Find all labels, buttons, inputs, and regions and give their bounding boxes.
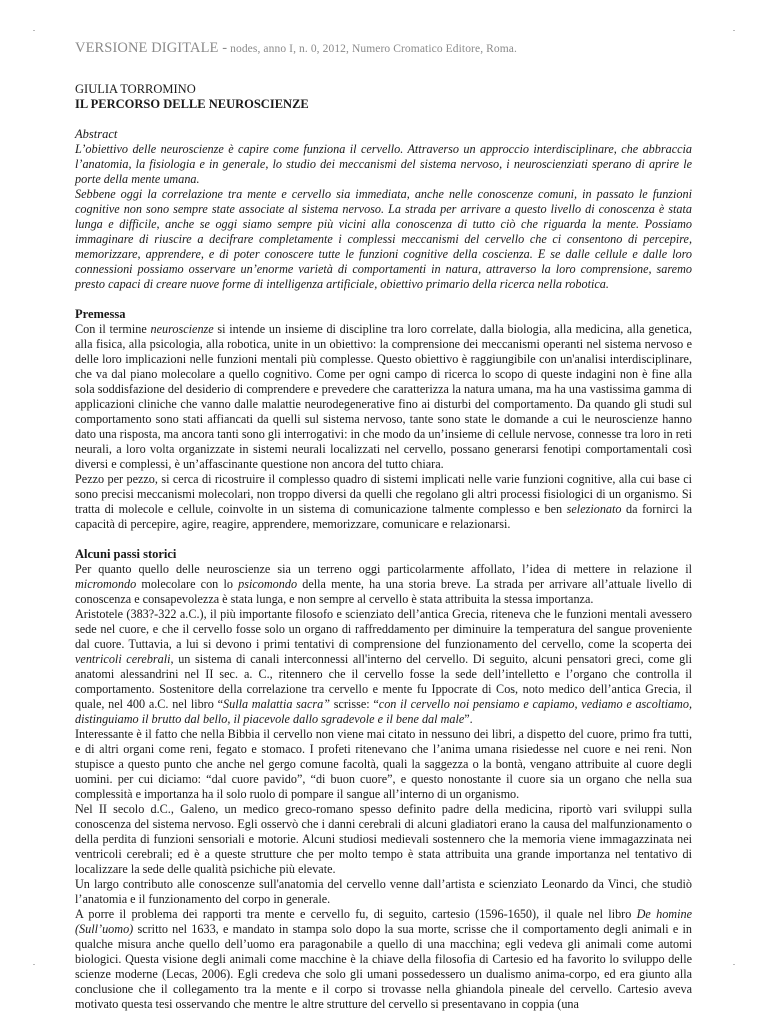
text-emphasis: con il cervello noi pensiamo e capiamo, vediamo e ascoltiamo, distinguiamo il brutto dal bello, il piacevole dallo sgradevole e il bene dal male bbox=[75, 697, 692, 726]
text-run: molecolare con lo bbox=[136, 577, 239, 591]
page-corner-mark bbox=[33, 964, 35, 965]
text-run: A porre il problema dei rapporti tra mente e cervello fu, di seguito, cartesio (1596-1650), il quale nel libro bbox=[75, 907, 637, 921]
premessa-paragraph bbox=[75, 472, 692, 532]
text-run: scrisse: “ bbox=[330, 697, 379, 711]
storici-paragraph: Interessante è il fatto che nella Bibbia il cervello non viene mai citato in nessuno dei libri, a dispetto del cuore, primo fra tutti, e di altri organi come reni, fegato e stomaco. I profeti ritenevano che l’anima umana risiedesse nel cuore e nei reni. Non stupisce a questo punto che anche nel gergo comune facoltà, quali la saggezza o la bontà, vengano attribuite al cuore degli uomini. per cui diciamo: “dal cuore pavido”, “di buon cuore”, e questo nonostante il cuore sia un organo che nella sua complessità e importanza ha il solo ruolo di pompare il sangue all’interno di un organismo. bbox=[75, 727, 692, 801]
header-small: nodes, anno I, n. 0, 2012, Numero Cromatico Editore, Roma. bbox=[227, 43, 517, 55]
text-run: ”. bbox=[464, 712, 473, 726]
storici-paragraph: Nel II secolo d.C., Galeno, un medico greco-romano spesso definito padre della medicina, riportò vari sviluppi sulla conoscenza del sistema nervoso. Egli osservò che i danni cerebrali di alcuni gladiatori erano la causa del malfunzionamento o della perdita di funzioni sensoriali e motorie. Alcuni studiosi medievali sostennero che la memoria viene immagazzinata nei ventricoli cerebrali; ed è a queste strutture che per molto tempo è stata attribuita una grande importanza nel tentativo di localizzare la sede delle qualità psichiche più elevate. bbox=[75, 802, 692, 876]
text-emphasis: selezionato bbox=[566, 502, 622, 516]
page-corner-mark bbox=[33, 30, 35, 31]
text-run: da fornirci la capacità di percepire, agire, reagire, apprendere, memorizzare, comunicare e relazionarsi. bbox=[75, 502, 692, 531]
abstract-paragraph: L’obiettivo delle neuroscienze è capire come funziona il cervello. Attraverso un approccio interdisciplinare, che abbraccia l’anatomia, la fisiologia e in generale, lo studio dei meccanismi del sistema nervoso, i neuroscienziati sperano di aprire le porte della mente umana. bbox=[75, 142, 692, 186]
header-large: VERSIONE DIGITALE - bbox=[75, 40, 228, 56]
storici-paragraph bbox=[75, 562, 692, 607]
text-run: Per quanto quello delle neuroscienze sia un terreno oggi particolarmente affollato, l’idea di mettere in relazione il bbox=[75, 562, 692, 576]
text-run: della mente, ha una storia breve. La strada per arrivare all’attuale livello di conoscenza e consapevolezza è stata lunga, e non sempre al cervello è stata attribuita la stessa importanza. bbox=[75, 577, 692, 606]
text-run: scritto nel 1633, e mandato in stampa solo dopo la sua morte, scrisse che il comportamento degli animali e in qualche misura anche quello dell’uomo era paragonabile a quello di una macchina; egli vedeva gli animali come automi biologici. Questa visione degli animali come macchine è la chiave della filosofia di Cartesio ed ha favorito lo sviluppo delle scienze moderne (Lecas, 2006). Egli credeva che solo gli umani possedessero un dualismo anima-corpo, ed era giunto alla conclusione che il collegamento tra la mente e il corpo si trovasse nella ghiandola pineale del cervello. Cartesio aveva motivato questa tesi osservando che mentre le altre strutture del cervello si presentavano in coppia (una bbox=[75, 922, 692, 1011]
page-corner-mark bbox=[733, 30, 735, 31]
premessa-section bbox=[75, 307, 692, 532]
text-emphasis: micromondo bbox=[75, 577, 137, 591]
text-run: , un sistema di canali interconnessi all'interno del cervello. Di seguito, alcuni pensatori greci, come gli anatomi alessandrini nel II sec. a. C., ritennero che il cervello fosse la sede dell’intelletto e l’organo che controlla il comportamento. Sostenitore della correlazione tra cervello e mente fu Ippocrate di Cos, noto medico dell’antica Grecia, il quale, nel 400 a.C. nel libro “ bbox=[75, 652, 692, 711]
text-run: Aristotele (383?-322 a.C.), il più importante filosofo e scienziato dell’antica Grecia, riteneva che le funzioni mentali avessero sede nel cuore, e che il cervello fosse solo un organo di raffreddamento per diminuire la temperatura del sangue proveniente dal cuore. Tuttavia, a lui si devono i primi tentativi di comprensione del funzionamento del cervello, come la scoperta dei bbox=[75, 607, 692, 651]
text-emphasis: ventricoli cerebrali bbox=[75, 652, 171, 666]
abstract-heading: Abstract bbox=[75, 127, 118, 141]
storici-heading: Alcuni passi storici bbox=[75, 547, 177, 561]
storici-paragraph bbox=[75, 907, 692, 1012]
article-title: IL PERCORSO DELLE NEUROSCIENZE bbox=[75, 97, 309, 111]
storici-paragraph bbox=[75, 607, 692, 727]
premessa-paragraph bbox=[75, 322, 692, 472]
author-name: GIULIA TORROMINO bbox=[75, 82, 196, 96]
text-emphasis: psicomondo bbox=[238, 577, 298, 591]
text-run: Pezzo per pezzo, si cerca di ricostruire il complesso quadro di sistemi implicati nelle varie funzioni cognitive, alla cui base ci sono precisi meccanismi molecolari, non troppo diversi da quelli che regolano gli altri processi fisiologici di un organismo. Si tratta di molecole e cellule, coinvolte in un sistema di comunicazione talmente complesso e ben bbox=[75, 472, 692, 516]
premessa-heading: Premessa bbox=[75, 307, 126, 321]
document-page bbox=[75, 0, 692, 1012]
text-emphasis: Sulla malattia sacra” bbox=[223, 697, 331, 711]
text-emphasis: neuroscienze bbox=[150, 322, 214, 336]
page-corner-mark bbox=[733, 964, 735, 965]
storici-section bbox=[75, 547, 692, 1012]
text-emphasis: De homine (Sull’uomo) bbox=[75, 907, 692, 936]
abstract-paragraph: Sebbene oggi la correlazione tra mente e cervello sia immediata, anche nelle conoscenze comuni, in passato le funzioni cognitive non sono sempre state associate al sistema nervoso. La strada per arrivare a questo livello di conoscenza è stata lunga e difficile, anche se oggi siamo sempre più vicini alla conoscenza di tutto ciò che riguarda la mente. Possiamo immaginare di riuscire a decifrare completamente i complessi meccanismi del cervello che ci consentono di percepire, memorizzare, apprendere, e di poter conoscere tutte le funzioni cognitive della coscienza. E se dalle cellule e dalle loro connessioni possiamo osservare un’enorme varietà di comportamenti in natura, attraverso la loro comprensione, saremo presto capaci di creare nuove forme di intelligenza artificiale, obiettivo primario della ricerca nella robotica. bbox=[75, 187, 692, 291]
text-run: Con il termine bbox=[75, 322, 151, 336]
text-run: si intende un insieme di discipline tra loro correlate, dalla biologia, alla medicina, alla genetica, alla fisica, alla psicologia, alla robotica, unite in un obiettivo: la comprensione dei meccanismi operanti nel sistema nervoso e delle loro implicazioni nelle funzioni mentali più complesse. Questo obiettivo è raggiungibile con un'analisi interdisciplinare, che va dal piano molecolare a quello cognitivo. Come per ogni campo di ricerca lo scopo di queste indagini non è fine alla sola soddisfazione del desiderio di comprendere e prevedere che caratterizza la natura umana, ma ha una vastissima gamma di applicazioni cliniche che vanno dalle malattie neurodegenerative fino ai disturbi del comportamento. Da quando gli studi sul comportamento sono stati affiancati da quelli sul sistema nervoso, tante sono state le domande a cui le neuroscienze hanno dato una risposta, ma ancora tanti sono gli interrogativi: in che modo da un’insieme di cellule nervose, connesse tra loro in reti neurali, a loro volta organizzate in sistemi neurali localizzati nel cervello, possano generarsi fenotipi comportamentali così diversi e complessi, è un’affascinante questione non ancora del tutto chiara. bbox=[75, 322, 692, 471]
journal-header bbox=[75, 40, 692, 57]
abstract-section bbox=[75, 127, 692, 292]
storici-paragraph: Un largo contributo alle conoscenze sull'anatomia del cervello venne dall’artista e scienziato Leonardo da Vinci, che studiò l’anatomia e il funzionamento del corpo in generale. bbox=[75, 877, 692, 906]
